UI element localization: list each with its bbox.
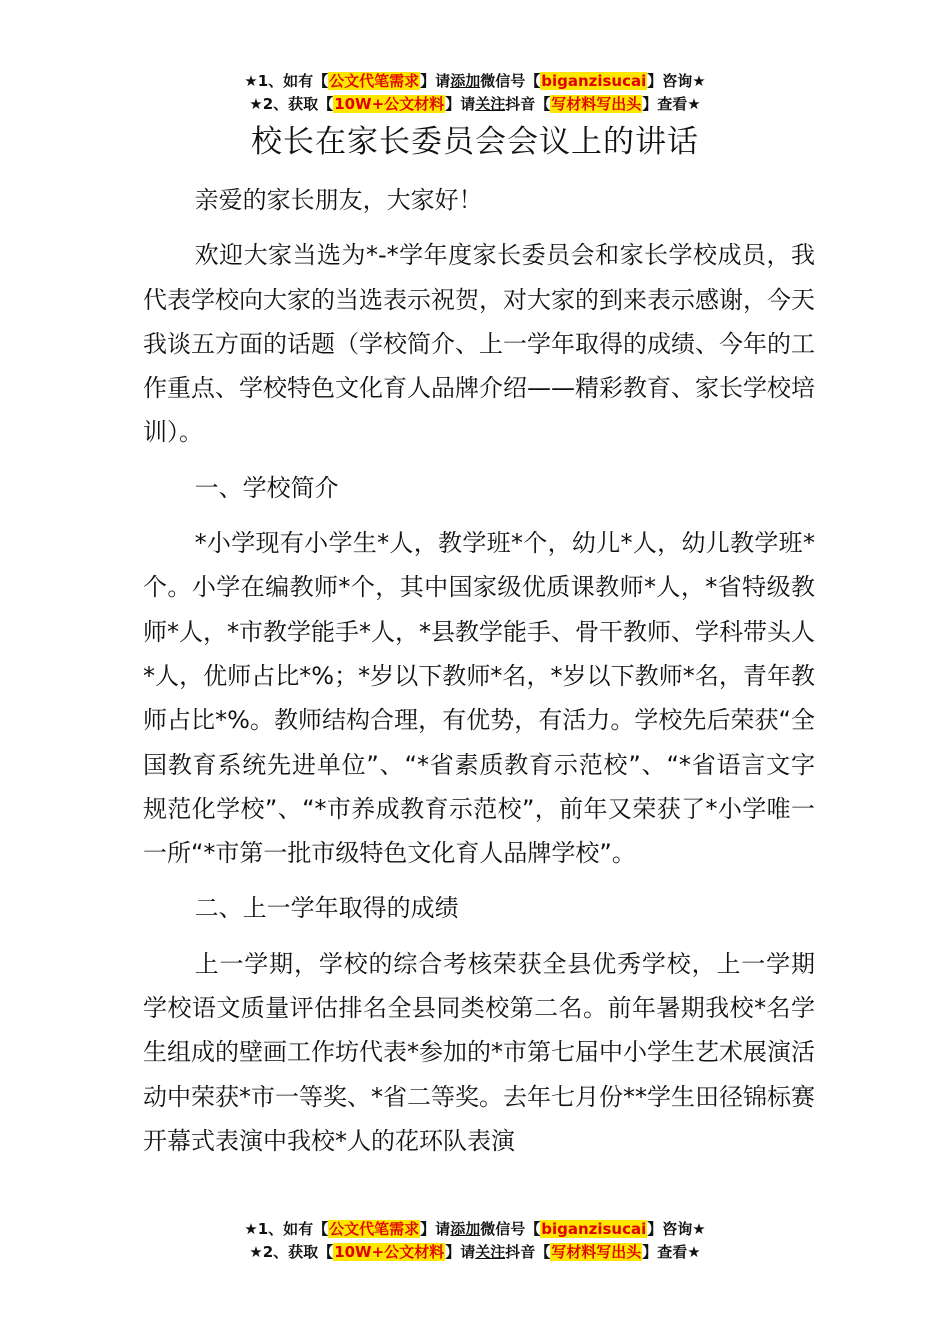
greeting-paragraph: 亲爱的家长朋友，大家好！ [194,186,483,214]
section-heading-2: 二、上一学年取得的成绩 [194,894,459,923]
intro-paragraph: 欢迎大家当选为*-*学年度家长委员会和家长学校成员，我代表学校向大家的当选表示祝贺，对大家的到来表示感谢，今天我谈五方面的话题（学校简介、上一学年取得的成绩、今年的工作重点、学校特色文化育人品牌介绍——精彩教育、家长学校培训）。 [143,241,815,447]
banner-line-1: ★1、如有【公文代笔需求】请添加微信号【biganzisucai】咨询★ [244,1220,706,1238]
banner-highlight: 10W+公文材料 [334,1243,445,1261]
banner-wechat-id: biganzisucai [541,72,647,90]
banner-wechat-id: biganzisucai [541,1220,647,1238]
banner-douyin-id: 写材料写出头 [551,95,642,113]
achievements-paragraph: 上一学期，学校的综合考核荣获全县优秀学校，上一学期学校语文质量评估排名全县同类校第二名。前年暑期我校*名学生组成的壁画工作坊代表*参加的*市第七届中小学生艺术展演活动中荣获*市一等奖、*省二等奖。去年七月份**学生田径锦标赛开幕式表演中我校*人的花环队表演 [143,949,815,1155]
school-intro-paragraph: *小学现有小学生*人，教学班*个，幼儿*人，幼儿教学班*个。小学在编教师*个，其中国家级优质课教师*人，*省特级教师*人，*市教学能手*人，*县教学能手、骨干教师、学科带头人*人，优师占比*%；*岁以下教师*名，*岁以下教师*名，青年教师占比*%。教师结构合理，有优势，有活力。学校先后荣获“全国教育系统先进单位”、“*省素质教育示范校”、“*省语言文字规范化学校”、“*市养成教育示范校”，前年又荣获了*小学唯一一所“*市第一批市级特色文化育人品牌学校”。 [143,529,815,868]
footer-banner [0,1218,950,1264]
banner-line-2: ★2、获取【10W+公文材料】请关注抖音【写材料写出头】查看★ [249,95,701,113]
document-title: 校长在家长委员会会议上的讲话 [251,124,699,160]
banner-douyin-id: 写材料写出头 [551,1243,642,1261]
header-banner [0,70,950,116]
banner-line-1: ★1、如有【公文代笔需求】请添加微信号【biganzisucai】咨询★ [244,72,706,90]
banner-highlight: 公文代笔需求 [329,72,420,90]
document-body [143,178,815,1172]
banner-line-2: ★2、获取【10W+公文材料】请关注抖音【写材料写出头】查看★ [249,1243,701,1261]
banner-highlight: 公文代笔需求 [329,1220,420,1238]
banner-highlight: 10W+公文材料 [334,95,445,113]
section-heading-1: 一、学校简介 [194,473,339,502]
